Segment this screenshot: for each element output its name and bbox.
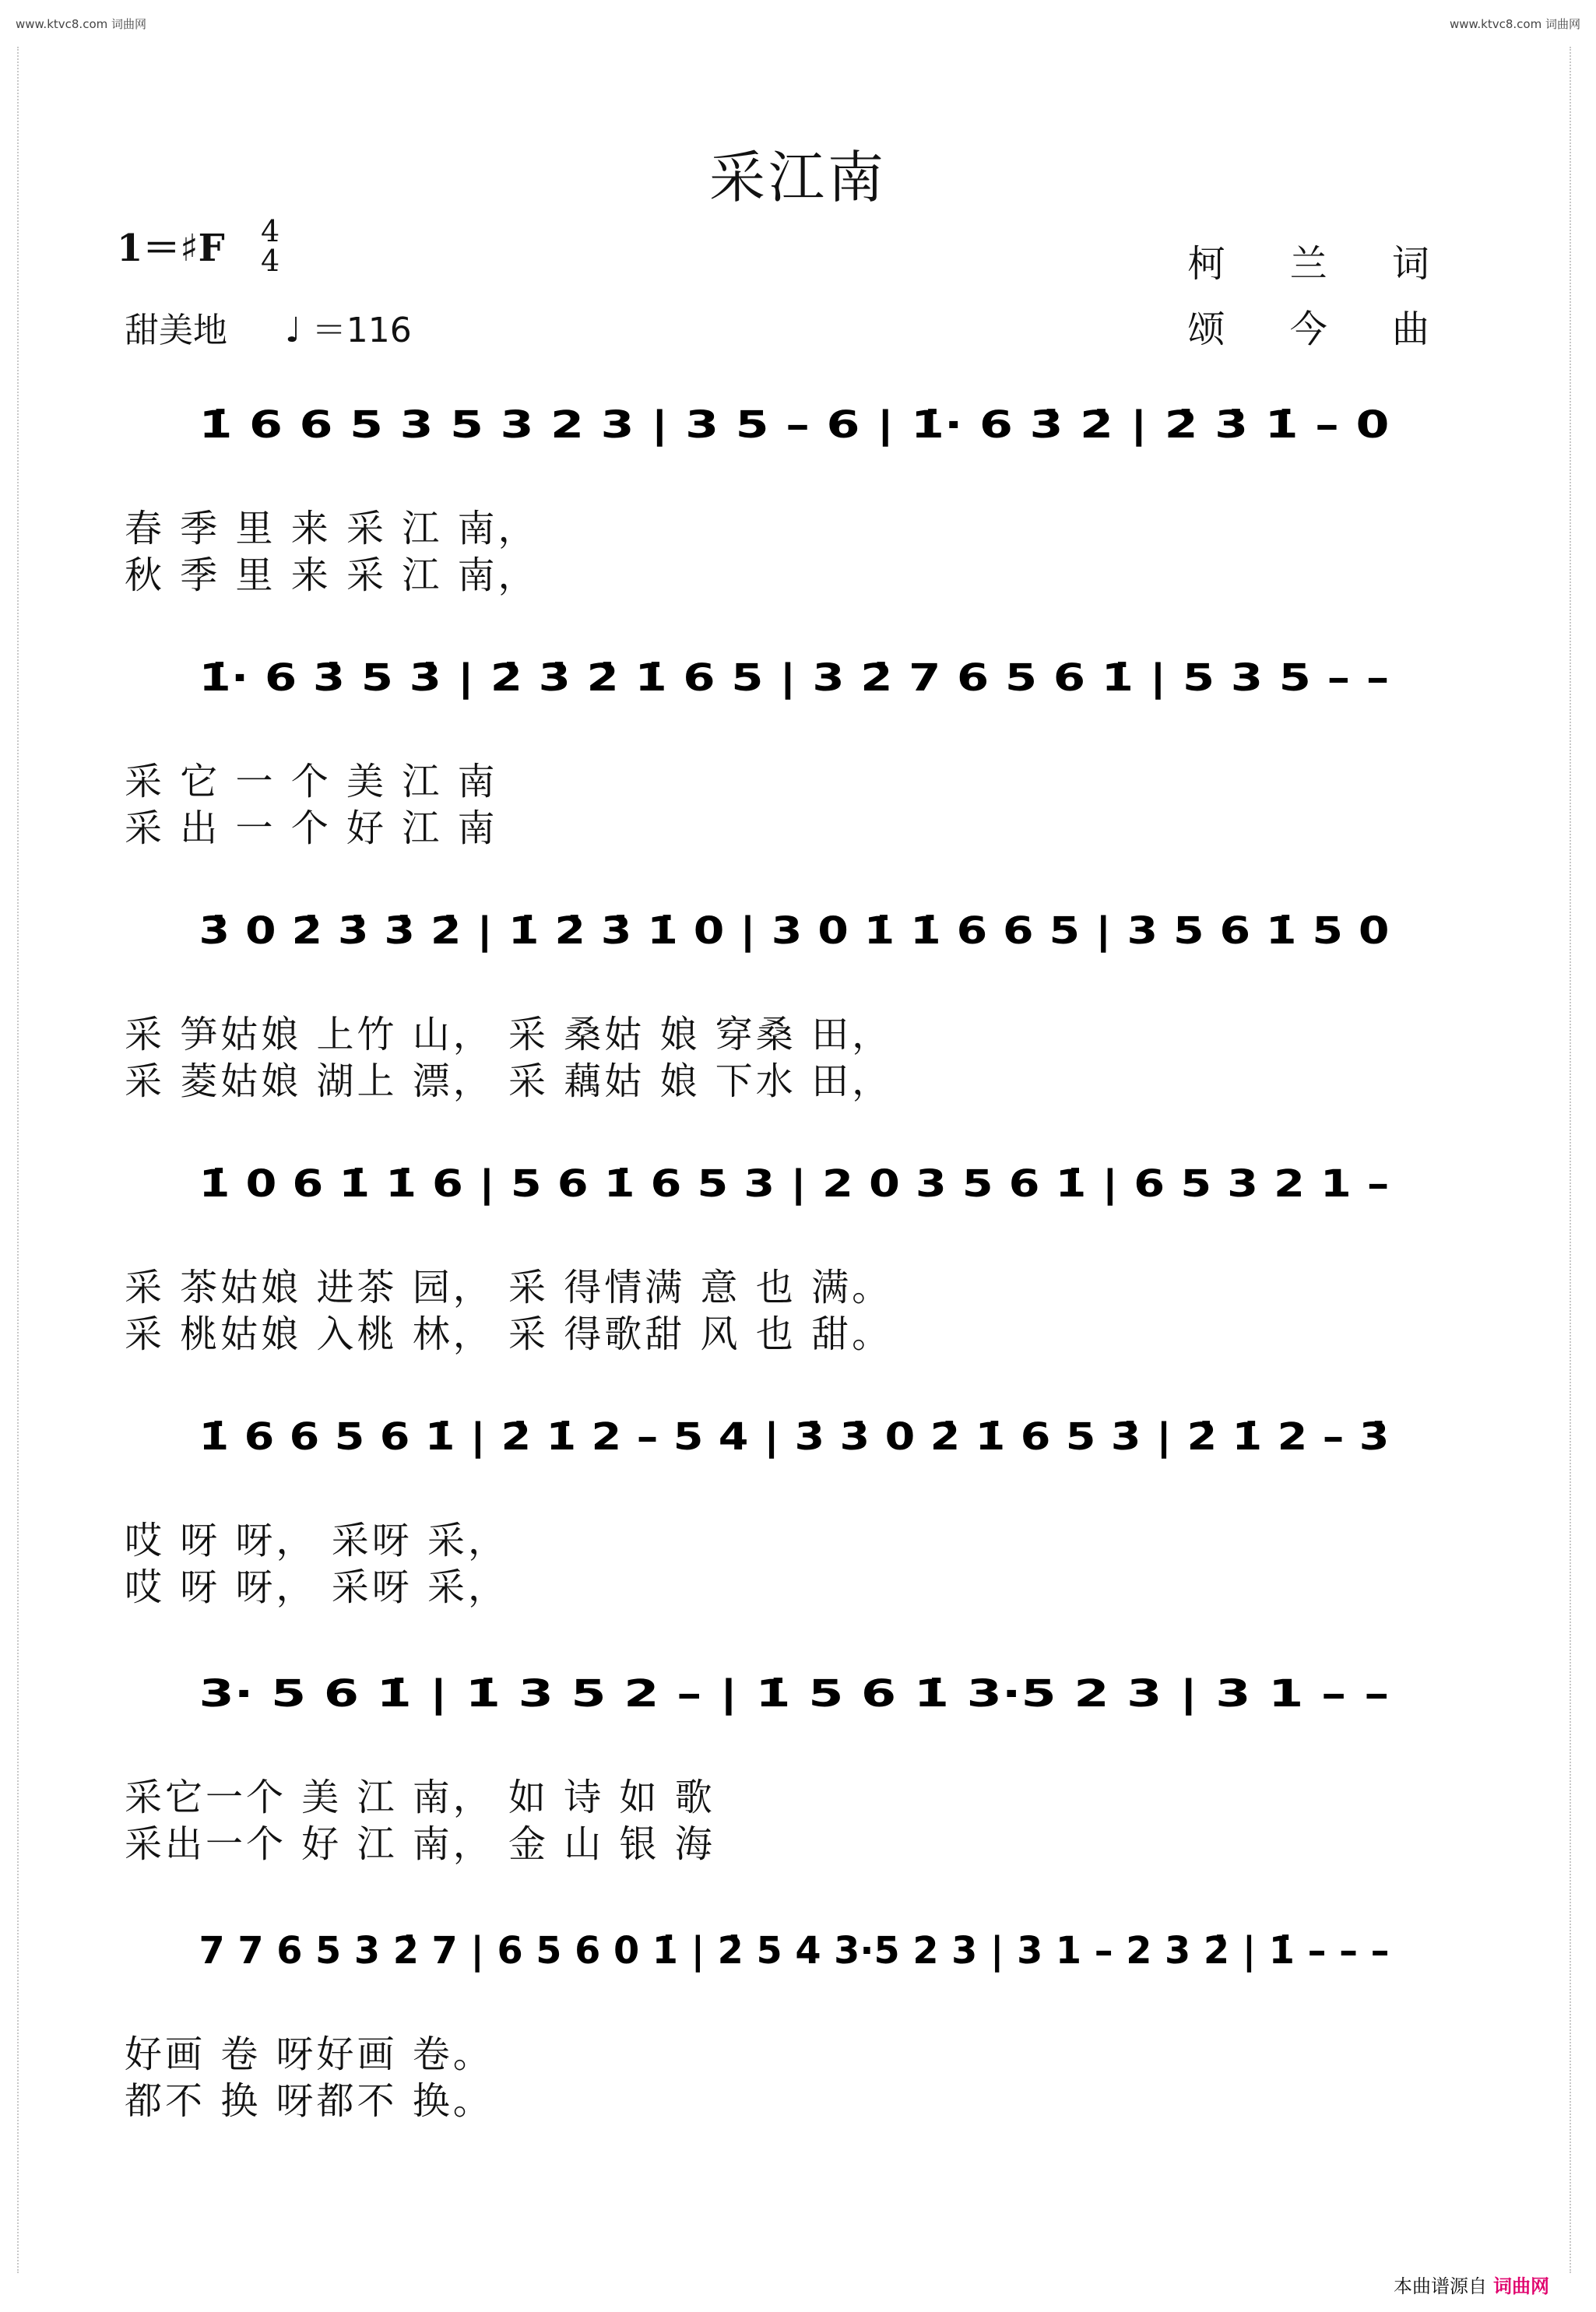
lyrics-verse-1: 好画 卷 呀好画 卷。 — [125, 2033, 494, 2076]
right-edge-watermark — [1570, 47, 1579, 2273]
footer-source — [1394, 2271, 1549, 2298]
notation-text: 1̇ 0 6 1̇ 1̇ 6 | 5 6 1̇ 6 5 3 | 2 0 3 5 6 1̇ | 6 5 3 2 1 – — [199, 1162, 1390, 1207]
score-system-3 — [125, 895, 1464, 1121]
time-signature-top: 4 — [261, 214, 280, 248]
tempo-bpm: ＝116 — [311, 311, 412, 350]
notation-line — [125, 642, 1464, 704]
lyrics-verse-2: 采 菱姑娘 湖上 漂， 采 藕姑 娘 下水 田， — [125, 1059, 893, 1103]
score-system-6 — [125, 1658, 1464, 1884]
lyrics-verse-1: 采 茶姑娘 进茶 园， 采 得情满 意 也 满。 — [125, 1266, 893, 1309]
lyrics-verse-1: 哎 呀 呀， 采呀 采， — [125, 1519, 509, 1562]
lyrics-verse-2: 哎 呀 呀， 采呀 采， — [125, 1565, 509, 1609]
notation-line — [125, 1401, 1464, 1463]
tempo-marking — [125, 302, 412, 352]
lyrics-verse-2: 秋 季 里 来 采 江 南， — [125, 553, 539, 597]
notation-line — [125, 1658, 1464, 1720]
notation-text: 7 7 6 5 3 2̇ 7 | 6 5 6 0 1̇ | 2̇ 5 4 3·5 2 3 | 3 1 – 2 3 2̇ | 1̇ – – – — [199, 1929, 1390, 1973]
notation-line — [125, 1148, 1464, 1210]
notation-text: 3· 5 6 1̇ | 1̇ 3 5 2 – | 1̇ 5 6 1̇ 3·5 2 3 | 3 1 – – — [199, 1672, 1390, 1716]
lyrics-verse-2: 采 桃姑娘 入桃 林， 采 得歌甜 风 也 甜。 — [125, 1312, 893, 1356]
notation-text: 3̇ 0 2̇ 3̇ 3̇ 2̇ | 1̇ 2̇ 3̇ 1̇ 0 | 3 0 1̇ 1̇ 6 6 5 | 3 5 6 1̇ 5 0 — [199, 909, 1390, 954]
notation-text: 1̇ 6 6 5 3 5 3 2 3 | 3 5 – 6 | 1̇· 6 3̇ 2̇ | 2̇ 3̇ 1̇ – 0 — [199, 403, 1390, 448]
notation-text: 1̇· 6 3̇ 5 3̇ | 2̇ 3̇ 2̇ 1̇ 6 5 | 3 2̇ 7 6 5 6 1̇ | 5 3 5 – – — [199, 656, 1390, 701]
expression-text: 甜美地 — [125, 311, 227, 350]
header-url-left: www.ktvc8.com 词曲网 — [16, 17, 147, 31]
notation-line — [125, 895, 1464, 957]
lyrics-verse-1: 采 它 一 个 美 江 南 — [125, 760, 498, 803]
lyrics-verse-1: 春 季 里 来 采 江 南， — [125, 507, 539, 550]
time-signature — [261, 216, 279, 276]
footer-source-text: 本曲谱源自 — [1394, 2275, 1487, 2297]
score-system-1 — [125, 389, 1464, 615]
key-signature: 1＝♯F — [117, 227, 225, 270]
notation-line — [125, 389, 1464, 452]
quarter-note-icon: ♩ — [285, 311, 301, 350]
lyricist-credit: 柯 兰 词 — [1187, 242, 1456, 286]
lyrics-verse-1: 采它一个 美 江 南， 如 诗 如 歌 — [125, 1776, 715, 1819]
score-system-7 — [125, 1915, 1464, 2141]
notation-line — [125, 1915, 1464, 1977]
composer-credit: 颂 今 曲 — [1187, 307, 1456, 351]
song-title: 采江南 — [708, 145, 887, 210]
score-system-5 — [125, 1401, 1464, 1627]
lyrics-verse-2: 都不 换 呀都不 换。 — [125, 2079, 494, 2123]
lyrics-verse-1: 采 笋姑娘 上竹 山， 采 桑姑 娘 穿桑 田， — [125, 1013, 893, 1056]
lyrics-verse-2: 采出一个 好 江 南， 金 山 银 海 — [125, 1822, 715, 1866]
time-signature-bottom: 4 — [261, 244, 280, 278]
notation-text: 1̇ 6 6 5 6 1̇ | 2̇ 1̇ 2 – 5 4 | 3̇ 3̇ 0 2̇ 1̇ 6 5 3̇ | 2̇ 1̇ 2 – 3̇ — [199, 1415, 1390, 1460]
score-system-4 — [125, 1148, 1464, 1374]
score-system-2 — [125, 642, 1464, 868]
header-url-right: www.ktvc8.com 词曲网 — [1449, 17, 1580, 31]
left-edge-watermark — [17, 47, 26, 2273]
footer-brand-link[interactable]: 词曲网 — [1493, 2275, 1549, 2297]
lyrics-verse-2: 采 出 一 个 好 江 南 — [125, 806, 498, 850]
